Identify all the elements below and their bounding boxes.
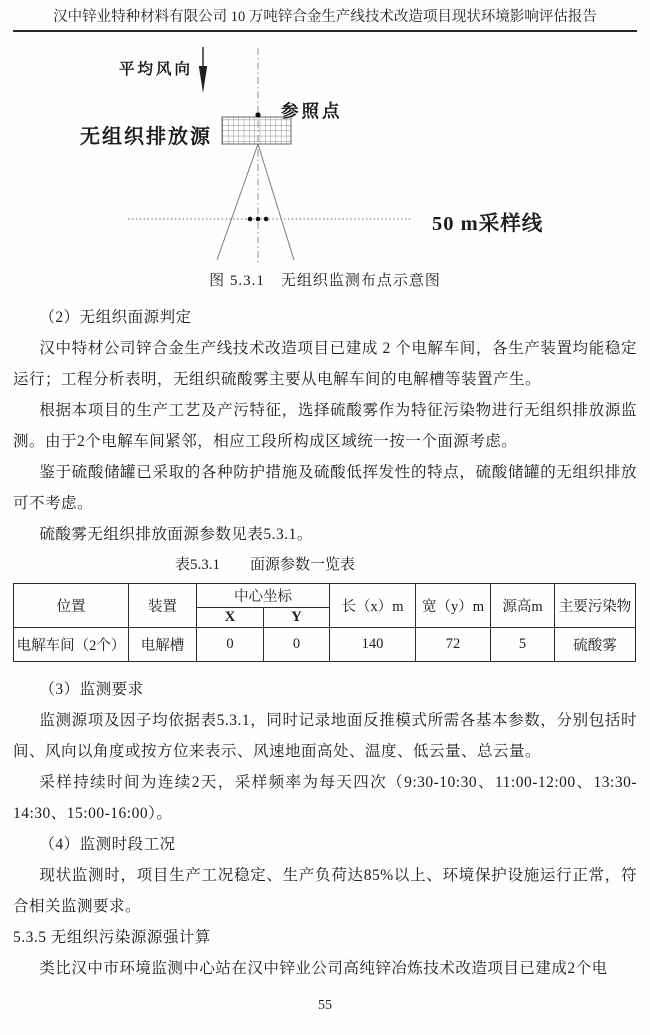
table-title — [0, 550, 577, 580]
wind-direction-label: 平均风向 — [119, 61, 194, 78]
col-header-y: Y — [264, 608, 330, 628]
col-header-position: 位置 — [14, 584, 129, 628]
cell-width: 72 — [416, 628, 491, 662]
figure-caption: 图 5.3.1 无组织监测布点示意图 — [209, 273, 441, 289]
sampling-dot-2 — [256, 217, 261, 222]
col-header-width: 宽（y）m — [416, 584, 491, 628]
reference-point-label: 参照点 — [281, 101, 343, 121]
figure-monitoring-layout — [13, 44, 637, 294]
plume-right-line — [258, 144, 294, 260]
cell-length: 140 — [330, 628, 416, 662]
cell-pollutant: 硫酸雾 — [555, 628, 636, 662]
table-name: 面源参数一览表 — [250, 557, 356, 573]
sampling-dot-1 — [248, 217, 253, 222]
sampling-line-label: 50 m采样线 — [432, 213, 544, 235]
cell-y: 0 — [264, 628, 330, 662]
para-workshops-built: 汉中特材公司锌合金生产线技术改造项目已建成 2 个电解车间，各生产装置均能稳定运行；工程分析表明，无组织硫酸雾主要从电解车间的电解槽等装置产生。 — [13, 340, 637, 388]
para-sampling-schedule: 采样持续时间为连续2天，采样频率为每天四次（9:30-10:30、11:00-12:00、13:30-14:30、15:00-16:00）。 — [13, 774, 637, 822]
reference-point-dot — [255, 112, 260, 117]
col-header-center-coordinates: 中心坐标 — [197, 584, 330, 608]
para-see-table: 硫酸雾无组织排放面源参数见表5.3.1。 — [39, 526, 313, 543]
page-number: 55 — [318, 998, 332, 1013]
emission-source-label: 无组织排放源 — [80, 126, 212, 148]
col-header-source-height: 源高m — [491, 584, 555, 628]
emission-source-rect — [222, 117, 291, 144]
sampling-dot-3 — [264, 217, 269, 222]
heading-area-source-determination: （2）无组织面源判定 — [39, 309, 192, 326]
section-2-block — [13, 302, 637, 550]
cell-position: 电解车间（2个） — [14, 628, 129, 662]
cell-x: 0 — [197, 628, 264, 662]
heading-monitoring-requirements: （3）监测要求 — [39, 681, 144, 698]
table-number: 表5.3.1 — [174, 557, 220, 573]
section-3-4-block — [13, 674, 637, 984]
heading-5-3-5: 5.3.5 无组织污染源源强计算 — [13, 929, 211, 946]
cell-source-height: 5 — [491, 628, 555, 662]
plume-left-line — [217, 144, 258, 260]
monitoring-diagram — [13, 44, 637, 268]
col-header-length: 长（x）m — [330, 584, 416, 628]
para-pollutant-selection: 根据本项目的生产工艺及产污特征，选择硫酸雾作为特征污染物进行无组织排放源监测。由于2个电解车间紧邻，相应工段所构成区域统一按一个面源考虑。 — [13, 402, 637, 450]
col-header-x: X — [197, 608, 264, 628]
col-header-pollutant: 主要污染物 — [555, 584, 636, 628]
table-header-row-1 — [14, 584, 636, 608]
table-row — [14, 628, 636, 662]
para-acid-tank-excluded: 鉴于硫酸储罐已采取的各种防护措施及硫酸低挥发性的特点，硫酸储罐的无组织排放可不考虑。 — [13, 464, 637, 512]
report-header-title: 汉中锌业特种材料有限公司 10 万吨锌合金生产线技术改造项目现状环境影响评估报告 — [13, 0, 637, 32]
heading-monitoring-period-condition: （4）监测时段工况 — [39, 836, 176, 853]
para-analogy-monitoring: 类比汉中市环境监测中心站在汉中锌业公司高纯锌冶炼技术改造项目已建成2个电 — [39, 960, 608, 977]
area-source-parameter-table — [13, 583, 636, 662]
para-monitoring-factors: 监测源项及因子均依据表5.3.1，同时记录地面反推模式所需各基本参数，分别包括时间、风向以角度或按方位来表示、风速地面高处、温度、低云量、总云量。 — [13, 712, 637, 760]
para-production-load: 现状监测时，项目生产工况稳定、生产负荷达85%以上、环境保护设施运行正常，符合相关监测要求。 — [13, 867, 637, 915]
cell-device: 电解槽 — [129, 628, 197, 662]
col-header-device: 装置 — [129, 584, 197, 628]
wind-arrow-head — [199, 66, 207, 93]
